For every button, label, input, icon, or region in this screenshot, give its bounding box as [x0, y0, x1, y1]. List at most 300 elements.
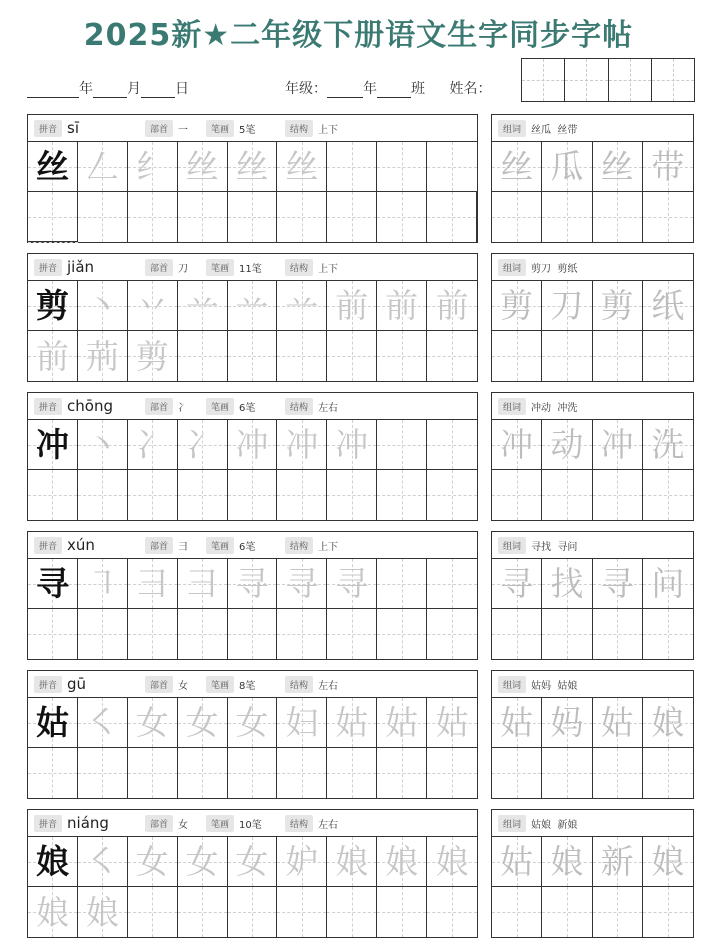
- word-cell[interactable]: [643, 192, 693, 242]
- writing-cell[interactable]: [377, 470, 427, 520]
- strokes-tag: 笔画: [206, 259, 234, 276]
- stroke-trace: 娘: [335, 842, 369, 881]
- page-title: 2025新★二年级下册语文生字同步字帖: [83, 18, 634, 53]
- word-practice-box: [491, 809, 694, 938]
- writing-cell[interactable]: [28, 748, 78, 798]
- writing-cell[interactable]: [427, 837, 477, 887]
- writing-cell[interactable]: [228, 698, 278, 748]
- word-cell[interactable]: [542, 470, 592, 520]
- stroke-trace: 荊: [85, 336, 119, 376]
- word-cell[interactable]: [643, 470, 693, 520]
- word-grid: [492, 837, 693, 937]
- stroke-trace: 寻: [235, 564, 269, 603]
- grade-year-label: 年: [363, 81, 377, 97]
- word-cell[interactable]: [593, 281, 643, 331]
- word-trace-char: 姑: [500, 703, 534, 742]
- grade-blank[interactable]: [327, 83, 363, 98]
- writing-cell[interactable]: [228, 609, 278, 659]
- writing-cell[interactable]: [178, 192, 228, 242]
- pinyin-value: gū: [67, 675, 87, 693]
- word-cell[interactable]: [643, 142, 693, 192]
- writing-cell[interactable]: [228, 331, 278, 381]
- writing-cell[interactable]: [327, 420, 377, 470]
- writing-cell[interactable]: [78, 837, 128, 887]
- radical-value: 一: [178, 124, 189, 136]
- writing-cell[interactable]: [178, 887, 228, 937]
- writing-cell[interactable]: [178, 837, 228, 887]
- word-cell[interactable]: [542, 281, 592, 331]
- writing-cell[interactable]: [327, 609, 377, 659]
- radical-tag: 部首: [145, 120, 173, 137]
- word-cell[interactable]: [643, 609, 693, 659]
- name-boxes[interactable]: [521, 58, 695, 102]
- word-cell[interactable]: [542, 331, 592, 381]
- date-line: [27, 78, 189, 98]
- word-cell[interactable]: [542, 420, 592, 470]
- stroke-trace: 丶: [85, 286, 119, 325]
- word-cell[interactable]: [593, 420, 643, 470]
- word-grid: [492, 142, 693, 242]
- radical-value: 女: [178, 819, 189, 831]
- word-trace-char: 寻: [600, 564, 634, 603]
- stroke-trace: 丶: [85, 425, 119, 464]
- pinyin-value: sī: [67, 119, 79, 137]
- word-cell[interactable]: [492, 142, 542, 192]
- word-cell[interactable]: [542, 837, 592, 887]
- writing-cell[interactable]: [377, 192, 427, 242]
- word-cell[interactable]: [542, 142, 592, 192]
- strokes-tag: 笔画: [206, 537, 234, 554]
- word-cell[interactable]: [542, 698, 592, 748]
- name-cell[interactable]: [565, 59, 608, 101]
- word-cell[interactable]: [593, 887, 643, 937]
- writing-cell[interactable]: [128, 559, 178, 609]
- writing-cell[interactable]: [128, 837, 178, 887]
- word-trace-char: 带: [651, 147, 685, 186]
- pinyin-tag: 拼音: [34, 120, 62, 137]
- writing-cell[interactable]: [128, 281, 178, 331]
- writing-cell[interactable]: [78, 559, 128, 609]
- structure-value: 上下: [318, 124, 339, 136]
- model-character: 姑: [35, 703, 69, 742]
- writing-cell[interactable]: [277, 331, 327, 381]
- word-cell[interactable]: [643, 887, 693, 937]
- writing-cell[interactable]: [377, 559, 427, 609]
- word-cell[interactable]: [593, 331, 643, 381]
- grade-line: [285, 78, 491, 98]
- char-practice-box: [27, 253, 478, 382]
- stroke-trace: 丝: [185, 147, 219, 186]
- stroke-trace: 妇: [285, 703, 319, 742]
- stroke-trace: 寻: [335, 564, 369, 603]
- writing-cell[interactable]: [178, 142, 228, 192]
- writing-cell[interactable]: [228, 420, 278, 470]
- stroke-trace: 冲: [335, 425, 369, 464]
- writing-cell[interactable]: [128, 420, 178, 470]
- words-tag: 组词: [498, 259, 526, 276]
- word-cell[interactable]: [542, 748, 592, 798]
- word-grid: [492, 559, 693, 659]
- word-header: [492, 254, 693, 281]
- word-cell[interactable]: [593, 470, 643, 520]
- word-cell[interactable]: [593, 748, 643, 798]
- structure-tag: 结构: [285, 676, 313, 693]
- words-tag: 组词: [498, 398, 526, 415]
- writing-cell[interactable]: [327, 470, 377, 520]
- word-cell[interactable]: [593, 559, 643, 609]
- stroke-trace: 冫: [185, 425, 219, 464]
- structure-value: 左右: [318, 819, 339, 831]
- writing-cell[interactable]: [128, 470, 178, 520]
- structure-tag: 结构: [285, 815, 313, 832]
- writing-cell[interactable]: [427, 420, 477, 470]
- word-cell[interactable]: [593, 142, 643, 192]
- writing-cell[interactable]: [327, 331, 377, 381]
- stroke-trace: 丷: [135, 286, 169, 325]
- radical-tag: 部首: [145, 676, 173, 693]
- word-trace-char: 洗: [651, 425, 685, 464]
- stroke-trace: 𠃋: [85, 147, 119, 186]
- writing-cell[interactable]: [427, 281, 477, 331]
- writing-cell[interactable]: [327, 559, 377, 609]
- writing-cell[interactable]: [228, 837, 278, 887]
- writing-cell[interactable]: [178, 331, 228, 381]
- writing-cell[interactable]: [128, 698, 178, 748]
- writing-cell[interactable]: [427, 331, 477, 381]
- word-cell[interactable]: [492, 837, 542, 887]
- word-header: [492, 393, 693, 420]
- char-practice-box: [27, 809, 478, 938]
- name-label: 姓名：: [449, 81, 492, 97]
- writing-cell[interactable]: [28, 192, 78, 242]
- writing-grid: [28, 559, 477, 659]
- writing-cell[interactable]: [277, 609, 327, 659]
- writing-cell[interactable]: [178, 609, 228, 659]
- word-cell[interactable]: [492, 887, 542, 937]
- word-trace-char: 冲: [600, 425, 634, 464]
- words-tag: 组词: [498, 676, 526, 693]
- pinyin-tag: 拼音: [34, 815, 62, 832]
- word-cell[interactable]: [492, 331, 542, 381]
- writing-cell[interactable]: [327, 887, 377, 937]
- radical-value: 冫: [178, 402, 189, 414]
- stroke-trace: 前: [435, 286, 469, 325]
- writing-cell[interactable]: [327, 281, 377, 331]
- word-trace-char: 姑: [500, 842, 534, 881]
- word-trace-char: 娘: [651, 703, 685, 742]
- word-cell[interactable]: [492, 748, 542, 798]
- stroke-trace: 女: [135, 703, 169, 742]
- word-cell[interactable]: [593, 192, 643, 242]
- stroke-trace: 䒑: [285, 286, 319, 325]
- writing-cell[interactable]: [377, 698, 427, 748]
- writing-cell[interactable]: [28, 420, 78, 470]
- writing-cell[interactable]: [427, 887, 477, 937]
- stroke-trace: 女: [235, 842, 269, 881]
- model-character: 寻: [35, 564, 69, 603]
- writing-cell[interactable]: [78, 281, 128, 331]
- stroke-trace: 娘: [385, 842, 419, 881]
- writing-cell[interactable]: [78, 470, 128, 520]
- word-cell[interactable]: [492, 698, 542, 748]
- writing-cell[interactable]: [277, 142, 327, 192]
- structure-value: 左右: [318, 680, 339, 692]
- word-trace-char: 丝: [600, 147, 634, 186]
- writing-cell[interactable]: [28, 609, 78, 659]
- writing-cell[interactable]: [277, 698, 327, 748]
- writing-cell[interactable]: [128, 331, 178, 381]
- char-info-header: [28, 115, 477, 142]
- pinyin-tag: 拼音: [34, 259, 62, 276]
- writing-cell[interactable]: [427, 698, 477, 748]
- word-practice-box: [491, 392, 694, 521]
- stroke-trace: 前: [335, 286, 369, 325]
- writing-grid: [28, 142, 477, 242]
- month-label: 月: [127, 81, 141, 97]
- word-cell[interactable]: [643, 748, 693, 798]
- strokes-value: 10笔: [239, 819, 262, 831]
- writing-cell[interactable]: [377, 420, 427, 470]
- word-practice-box: [491, 114, 694, 243]
- writing-cell[interactable]: [228, 559, 278, 609]
- word-cell[interactable]: [643, 698, 693, 748]
- stroke-trace: 妒: [285, 842, 319, 881]
- writing-cell[interactable]: [427, 192, 477, 242]
- writing-cell[interactable]: [327, 698, 377, 748]
- word-cell[interactable]: [542, 192, 592, 242]
- pinyin-tag: 拼音: [34, 537, 62, 554]
- words-tag: 组词: [498, 120, 526, 137]
- word-trace-char: 问: [651, 564, 685, 603]
- word-trace-char: 新: [600, 842, 634, 881]
- strokes-value: 11笔: [239, 263, 262, 275]
- writing-cell[interactable]: [228, 887, 278, 937]
- stroke-trace: 姑: [335, 703, 369, 742]
- writing-cell[interactable]: [427, 609, 477, 659]
- writing-cell[interactable]: [28, 698, 78, 748]
- stroke-trace: 女: [235, 703, 269, 742]
- writing-cell[interactable]: [178, 470, 228, 520]
- radical-tag: 部首: [145, 398, 173, 415]
- word-trace-char: 姑: [600, 703, 634, 742]
- writing-cell[interactable]: [377, 142, 427, 192]
- writing-grid: [28, 837, 477, 937]
- stroke-trace: 剪: [135, 336, 169, 376]
- year-blank[interactable]: [27, 83, 79, 98]
- word-header: [492, 115, 693, 142]
- stroke-trace: 丝: [235, 147, 269, 186]
- name-cell[interactable]: [652, 59, 694, 101]
- word-cell[interactable]: [593, 837, 643, 887]
- writing-cell[interactable]: [277, 887, 327, 937]
- words-tag: 组词: [498, 815, 526, 832]
- words-tag: 组词: [498, 537, 526, 554]
- writing-cell[interactable]: [427, 142, 477, 192]
- word-trace-char: 寻: [500, 564, 534, 603]
- word-cell[interactable]: [643, 420, 693, 470]
- model-character: 冲: [35, 425, 69, 464]
- writing-cell[interactable]: [78, 609, 128, 659]
- writing-cell[interactable]: [377, 609, 427, 659]
- word-cell[interactable]: [643, 559, 693, 609]
- writing-cell[interactable]: [377, 887, 427, 937]
- word-practice-box: [491, 531, 694, 660]
- writing-cell[interactable]: [78, 331, 128, 381]
- structure-value: 上下: [318, 541, 339, 553]
- word-cell[interactable]: [492, 609, 542, 659]
- writing-cell[interactable]: [277, 420, 327, 470]
- writing-cell[interactable]: [277, 281, 327, 331]
- writing-cell[interactable]: [377, 281, 427, 331]
- writing-cell[interactable]: [228, 748, 278, 798]
- word-cell[interactable]: [643, 837, 693, 887]
- char-practice-box: [27, 531, 478, 660]
- stroke-trace: 娘: [35, 892, 69, 932]
- writing-cell[interactable]: [327, 837, 377, 887]
- writing-cell[interactable]: [128, 609, 178, 659]
- month-blank[interactable]: [93, 83, 127, 98]
- writing-cell[interactable]: [228, 192, 278, 242]
- writing-cell[interactable]: [228, 281, 278, 331]
- word-cell[interactable]: [542, 887, 592, 937]
- word-cell[interactable]: [643, 281, 693, 331]
- writing-cell[interactable]: [28, 837, 78, 887]
- char-practice-box: [27, 392, 478, 521]
- stroke-trace: 娘: [435, 842, 469, 881]
- word-cell[interactable]: [643, 331, 693, 381]
- writing-cell[interactable]: [228, 142, 278, 192]
- char-info-header: [28, 393, 477, 420]
- writing-cell[interactable]: [28, 559, 78, 609]
- writing-cell[interactable]: [28, 470, 78, 520]
- word-trace-char: 妈: [550, 703, 584, 742]
- word-cell[interactable]: [593, 609, 643, 659]
- writing-cell[interactable]: [377, 837, 427, 887]
- writing-cell[interactable]: [78, 748, 128, 798]
- char-info-header: [28, 671, 477, 698]
- word-trace-char: 找: [550, 564, 584, 603]
- stroke-trace: 前: [35, 336, 69, 376]
- writing-cell[interactable]: [427, 470, 477, 520]
- stroke-trace: 女: [135, 842, 169, 881]
- stroke-trace: 姑: [435, 703, 469, 742]
- radical-tag: 部首: [145, 537, 173, 554]
- writing-cell[interactable]: [377, 748, 427, 798]
- stroke-trace: 前: [385, 286, 419, 325]
- word-cell[interactable]: [593, 698, 643, 748]
- stroke-trace: 䒑: [185, 286, 219, 325]
- stroke-trace: 女: [185, 842, 219, 881]
- writing-cell[interactable]: [277, 837, 327, 887]
- word-trace-char: 娘: [550, 842, 584, 881]
- radical-tag: 部首: [145, 815, 173, 832]
- word-practice-box: [491, 670, 694, 799]
- word-trace-char: 刀: [550, 286, 584, 325]
- stroke-trace: 姑: [385, 703, 419, 742]
- writing-cell[interactable]: [178, 420, 228, 470]
- char-info-header: [28, 254, 477, 281]
- writing-cell[interactable]: [277, 470, 327, 520]
- model-character: 丝: [35, 147, 69, 186]
- writing-cell[interactable]: [327, 748, 377, 798]
- word-grid: [492, 281, 693, 381]
- writing-cell[interactable]: [128, 748, 178, 798]
- writing-cell[interactable]: [28, 142, 78, 192]
- day-blank[interactable]: [141, 83, 175, 98]
- writing-cell[interactable]: [28, 281, 78, 331]
- word-cell[interactable]: [542, 559, 592, 609]
- name-cell[interactable]: [609, 59, 652, 101]
- writing-cell[interactable]: [427, 559, 477, 609]
- writing-cell[interactable]: [178, 698, 228, 748]
- radical-value: 女: [178, 680, 189, 692]
- writing-cell[interactable]: [327, 192, 377, 242]
- word-trace-char: 瓜: [550, 147, 584, 186]
- writing-cell[interactable]: [277, 748, 327, 798]
- writing-cell[interactable]: [178, 559, 228, 609]
- writing-cell[interactable]: [78, 698, 128, 748]
- word-cell[interactable]: [542, 609, 592, 659]
- stroke-trace: ㇛: [85, 703, 119, 742]
- word-header: [492, 810, 693, 837]
- word-cell[interactable]: [492, 281, 542, 331]
- writing-cell[interactable]: [178, 281, 228, 331]
- writing-grid: [28, 281, 477, 381]
- words-value: 寻找 寻问: [531, 541, 578, 553]
- stroke-trace: ㇕: [85, 564, 119, 603]
- writing-cell[interactable]: [78, 420, 128, 470]
- strokes-value: 8笔: [239, 680, 256, 692]
- stroke-trace: 纟: [135, 147, 169, 186]
- stroke-trace: 娘: [85, 892, 119, 932]
- word-grid: [492, 420, 693, 520]
- word-cell[interactable]: [492, 470, 542, 520]
- class-blank[interactable]: [377, 83, 411, 98]
- writing-cell[interactable]: [327, 142, 377, 192]
- writing-cell[interactable]: [128, 887, 178, 937]
- writing-cell[interactable]: [28, 887, 78, 937]
- stroke-trace: 冫: [135, 425, 169, 464]
- radical-value: 彐: [178, 541, 189, 553]
- writing-cell[interactable]: [128, 192, 178, 242]
- word-cell[interactable]: [492, 192, 542, 242]
- writing-cell[interactable]: [277, 559, 327, 609]
- name-cell[interactable]: [522, 59, 565, 101]
- structure-value: 左右: [318, 402, 339, 414]
- writing-cell[interactable]: [228, 470, 278, 520]
- structure-tag: 结构: [285, 398, 313, 415]
- writing-cell[interactable]: [427, 748, 477, 798]
- writing-cell[interactable]: [78, 887, 128, 937]
- word-trace-char: 娘: [651, 842, 685, 881]
- word-cell[interactable]: [492, 420, 542, 470]
- structure-value: 上下: [318, 263, 339, 275]
- word-cell[interactable]: [492, 559, 542, 609]
- char-info-header: [28, 810, 477, 837]
- writing-cell[interactable]: [78, 142, 128, 192]
- writing-cell[interactable]: [277, 192, 327, 242]
- words-value: 剪刀 剪纸: [531, 263, 578, 275]
- words-value: 姑娘 新娘: [531, 819, 578, 831]
- writing-cell[interactable]: [178, 748, 228, 798]
- writing-cell[interactable]: [78, 192, 128, 242]
- stroke-trace: 彐: [135, 564, 169, 603]
- writing-cell[interactable]: [128, 142, 178, 192]
- stroke-trace: 冲: [235, 425, 269, 464]
- words-value: 姑妈 姑娘: [531, 680, 578, 692]
- writing-cell[interactable]: [377, 331, 427, 381]
- writing-cell[interactable]: [28, 331, 78, 381]
